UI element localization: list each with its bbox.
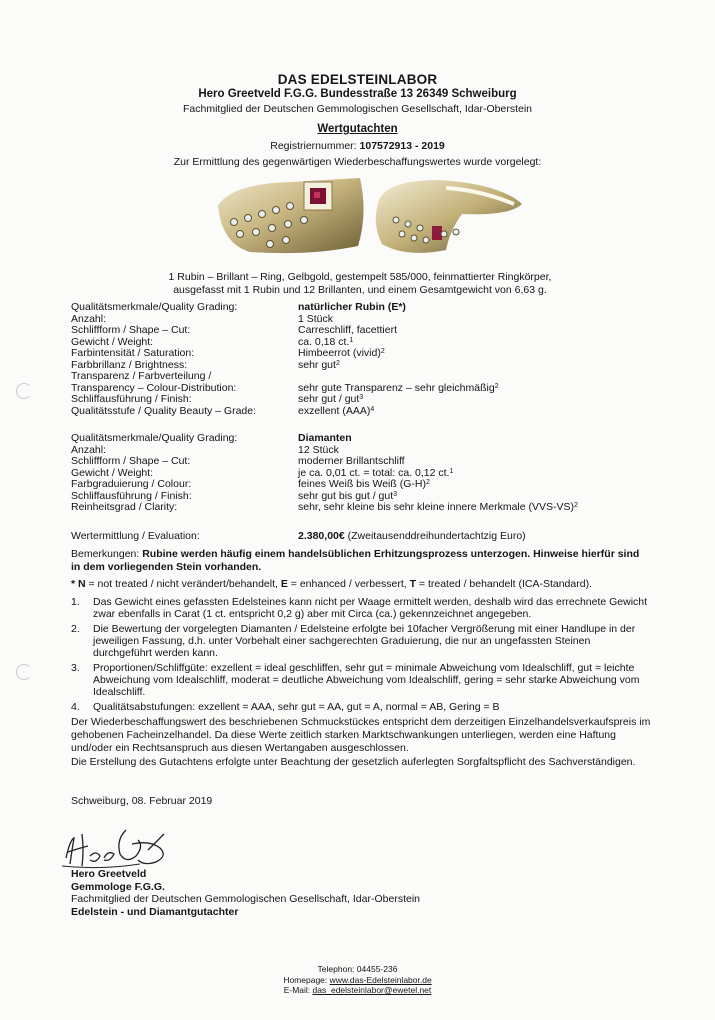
- remarks-label: Bemerkungen:: [71, 548, 143, 560]
- diamond-grading-value: [298, 502, 578, 514]
- homepage-label: Homepage:: [283, 974, 330, 985]
- liability-paragraph: Der Wiederbeschaffungswert des beschriebenen Schmuckstückes entspricht dem derzeitigen Einzelhandelsverkaufspreis im gehobenen Facheinzelhandel. Da diese Werte zeitlich starken Marktschwankungen unterliegen, werden eine Haftung und/oder ein Rechtsanspruch aus diesen Wertangaben ausgeschlossen.: [71, 716, 651, 754]
- ring-photos: [210, 174, 530, 264]
- diamond-grading-value-text: sehr, sehr kleine bis sehr kleine innere Merkmale (VVS-VS): [298, 501, 575, 513]
- footnote: [71, 662, 651, 698]
- signer-membership: Fachmitglied der Deutschen Gemmologischen Gesellschaft, Idar-Oberstein: [71, 893, 420, 905]
- footnote-reference: 2: [494, 382, 499, 390]
- footer-phone: [0, 964, 715, 975]
- footnote-reference: 3: [359, 394, 364, 401]
- ruby-grading-value-text: exzellent (AAA): [298, 404, 371, 417]
- ruby-grading-label: Qualitätsmerkmale/Quality Grading:: [71, 301, 238, 313]
- footnote-text: Proportionen/Schliffgüte: exzellent = ideal geschliffen, sehr gut = minimale Abweichung vom Idealschliff, gut = leichte Abweichung vom Idealschliff, moderat = deutliche Abweichung vom Idealschliff, gering = sehr starke Abweichung vom Idealschliff.: [93, 662, 640, 698]
- phone-value: 04455-236: [356, 964, 398, 974]
- ruby-grading-label: Schliffform / Shape – Cut:: [71, 324, 191, 336]
- ruby-grading-value-text: Carreschliff, facettiert: [298, 324, 398, 336]
- footer-email: [0, 985, 715, 996]
- ruby-grading-label: Farbbrillanz / Brightness:: [71, 358, 188, 371]
- signature-block: [71, 868, 420, 918]
- footnote-reference: 1: [349, 336, 354, 344]
- handwritten-signature: [60, 820, 180, 875]
- ruby-grading-value: [298, 406, 374, 418]
- legend-e: E: [280, 578, 288, 590]
- legend-n: * N: [71, 578, 86, 590]
- footnote-reference: 2: [425, 479, 430, 486]
- ruby-grading-value: [298, 360, 340, 372]
- legend-t: T: [409, 578, 416, 590]
- signer-role: Edelstein - und Diamantgutachter: [71, 905, 239, 918]
- footnote-reference: 1: [449, 467, 454, 475]
- ruby-grading-label: Farbintensität / Saturation:: [71, 347, 195, 359]
- email-link[interactable]: das_edelsteinlabor@ewetel.net: [312, 985, 432, 995]
- item-description-line: 1 Rubin – Brillant – Ring, Gelbgold, gestempelt 585/000, feinmattierter Ringkörper,: [168, 271, 552, 283]
- ruby-grading-value-text: sehr gute Transparenz – sehr gleichmäßig: [298, 381, 495, 394]
- footnotes: [71, 596, 651, 716]
- valuation-value: [298, 530, 526, 542]
- footnote-number: 3.: [71, 662, 80, 674]
- footnote-text: Das Gewicht eines gefassten Edelsteines kann nicht per Waage ermittelt werden, deshalb wird das errechnete Gewicht zwar ebenfalls in Carat (1 ct. entspricht 0,2 g) aber mit Circa (ca.) gekennzeichnet angegeben.: [93, 596, 648, 620]
- diamond-grading-label: Schliffausführung / Finish:: [71, 489, 192, 502]
- document-title: Wertgutachten: [317, 123, 398, 135]
- footnote: [71, 701, 651, 713]
- ring-photo-side: [376, 180, 522, 253]
- registration-value: 107572913 - 2019: [359, 140, 445, 152]
- diamond-grading-value-text: feines Weiß bis Weiß (G-H): [298, 478, 426, 490]
- ruby-grading-value-text: natürlicher Rubin (E*): [298, 301, 406, 313]
- treatment-legend: [71, 578, 661, 590]
- email-label: E-Mail:: [283, 985, 313, 995]
- contact-footer: [0, 964, 715, 996]
- punch-hole-mark: [16, 383, 32, 399]
- footnote: [71, 596, 651, 620]
- diamond-grading-label: Farbgraduierung / Colour:: [71, 478, 192, 490]
- registration-label: Registriernummer:: [270, 140, 360, 152]
- diamond-grading-value-text: 12 Stück: [298, 443, 339, 456]
- homepage-link[interactable]: www.das-Edelsteinlabor.de: [329, 974, 432, 985]
- item-description-line: ausgefasst mit 1 Rubin und 12 Brillanten, und einem Gesamtgewicht von 6,63 g.: [173, 284, 547, 296]
- legend-text: = treated / behandelt (ICA-Standard).: [416, 578, 592, 590]
- ruby-grading-value-text: ca. 0,18 ct.: [298, 335, 350, 348]
- ruby-grading-label: Transparency – Colour-Distribution:: [71, 381, 237, 394]
- remarks-text: Rubine werden häufig einem handelsüblichen Erhitzungsprozess unterzogen. Hinweise hierfür sind in dem vorliegenden Stein vorhanden.: [71, 548, 640, 573]
- footnote-reference: 2: [335, 359, 340, 367]
- valuation-words: (Zweitausenddreihundertachtzig Euro): [344, 530, 526, 542]
- ruby-grading-value-text: 1 Stück: [298, 312, 334, 325]
- ruby-grading-label: Qualitätsstufe / Quality Beauty – Grade:: [71, 404, 257, 417]
- diamond-grading-value-text: moderner Brillantschliff: [298, 455, 405, 467]
- signer-title: Gemmologe F.G.G.: [71, 880, 165, 893]
- footnote-reference: 3: [393, 490, 398, 498]
- place-date: Schweiburg, 08. Februar 2019: [71, 795, 213, 807]
- intro-text: Zur Ermittlung des gegenwärtigen Wiederbeschaffungswertes wurde vorgelegt:: [173, 156, 542, 168]
- lab-address: Hero Greetveld F.G.G. Bundesstraße 13 26349 Schweiburg: [198, 88, 517, 100]
- diamond-grading-value-text: sehr gut bis gut / gut: [298, 489, 394, 502]
- ruby-grading-value-text: sehr gut: [298, 358, 336, 371]
- diamond-grading-value-text: Diamanten: [298, 432, 352, 444]
- lab-membership: Fachmitglied der Deutschen Gemmologischen Gesellschaft, Idar-Oberstein: [183, 103, 532, 115]
- lab-name: DAS EDELSTEINLABOR: [277, 72, 438, 87]
- phone-label: Telephon:: [317, 964, 357, 974]
- footnote-text: Qualitätsabstufungen: exzellent = AAA, sehr gut = AA, gut = A, normal = AB, Gering = B: [93, 701, 500, 713]
- remarks: [71, 548, 651, 574]
- punch-hole-mark: [16, 664, 32, 680]
- diamond-grading-label: Qualitätsmerkmale/Quality Grading:: [71, 432, 238, 444]
- ring-photo-front: [218, 178, 364, 253]
- diamond-grading-label: Anzahl:: [71, 443, 107, 456]
- footnote-reference: 2: [380, 348, 385, 355]
- ruby-grading-value-text: Himbeerrot (vivid): [298, 347, 381, 359]
- diamond-grading-label: Schliffform / Shape – Cut:: [71, 455, 191, 467]
- ruby-grading-label: Gewicht / Weight:: [71, 335, 154, 348]
- legend-text: = not treated / nicht verändert/behandelt,: [85, 578, 281, 590]
- diamond-grading-label: Reinheitsgrad / Clarity:: [71, 501, 178, 513]
- footnote-text: Die Bewertung der vorgelegten Diamanten / Edelsteine erfolgte bei 10facher Vergrößerung mit einer Handlupe in der jeweiligen Fassung, d.h. unter Vorbehalt einer sachgerechten Graduierung, die nur an ungefassten Steinen durchgeführt werden kann.: [93, 623, 636, 659]
- diligence-paragraph: Die Erstellung des Gutachtens erfolgte unter Beachtung der gesetzlich auferlegten Sorgfaltspflicht des Sachverständigen.: [71, 756, 636, 768]
- ruby-grading-value-text: sehr gut / gut: [298, 393, 360, 405]
- diamond-grading-label: Gewicht / Weight:: [71, 466, 154, 479]
- diamond-grading-value-text: je ca. 0,01 ct. = total: ca. 0,12 ct.: [298, 466, 450, 479]
- footnote-number: 4.: [71, 701, 80, 713]
- valuation-amount: 2.380,00€: [298, 530, 345, 542]
- footer-homepage: [0, 975, 715, 986]
- footnote-reference: 4: [370, 405, 375, 413]
- footnote-reference: 2: [574, 502, 578, 509]
- ruby-grading-label: Anzahl:: [71, 312, 107, 325]
- footnote-number: 2.: [71, 623, 80, 635]
- registration-number: [0, 140, 715, 152]
- item-description: [60, 271, 660, 297]
- ruby-grading-label: Transparenz / Farbverteilung /: [71, 370, 212, 382]
- signer-name: Hero Greetveld: [71, 868, 147, 880]
- ruby-grading-label: Schliffausführung / Finish:: [71, 393, 192, 405]
- legend-text: = enhanced / verbessert,: [287, 578, 410, 590]
- valuation-label: Wertermittlung / Evaluation:: [71, 530, 200, 542]
- footnote: [71, 623, 651, 659]
- footnote-number: 1.: [71, 596, 80, 608]
